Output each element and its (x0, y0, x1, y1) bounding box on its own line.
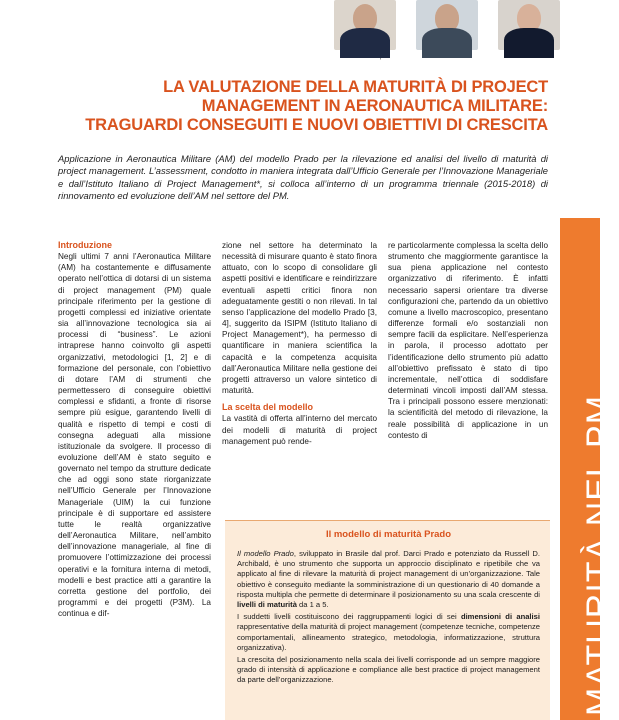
title-line: TRAGUARDI CONSEGUITI E NUOVI OBIETTIVI DI CRESCITA (85, 116, 548, 134)
prado-model-box (225, 520, 550, 720)
body-text: re particolarmente complessa la scelta dello strumento che maggiormente garantisce la sua piena applicazione nel contesto organizzativo di riferimento. È infatti necessario sapersi orientare tra diverse configurazioni che, partendo da un obiettivo comune a livello macroscopico, presentano differenze formali e/o sostanziali non sempre facili da esplicitare. Nell’esperienza in parola, il processo adottato per l’identificazione dello strumento più adatto all’obiettivo prefissato è stato di tipo incrementale, nell’ottica di soddisfare determinati vincoli imposti dall’AM stessa. Tra i principali possono essere menzionati: la scientificità del metodo di rilevazione, la reale possibilità di applicazione in un contesto di (388, 241, 548, 440)
bold-text: livelli di maturità (237, 600, 297, 610)
article-abstract: Applicazione in Aeronautica Militare (AM) del modello Prado per la rilevazione ed analisi del livello di maturità di project management. L’assessment, condotto in maniera integrata dall’Ufficio Generale per l’Innovazione Manageriale e dall’Istituto Italiano di Project Management*, si colloca all’interno di un programma triennale (2015-2018) di rinnovamento ed evoluzione dell’AM nel settore del PM. (58, 153, 548, 202)
section-heading: Introduzione (58, 240, 112, 250)
box-title: Il modello di maturità Prado (325, 529, 452, 540)
author-card (412, 0, 482, 60)
box-text: I suddetti livelli costituiscono dei raggruppamenti logici di sei (237, 612, 461, 622)
text-column-1 (58, 240, 211, 619)
author-card (330, 0, 400, 60)
author-card (494, 0, 564, 60)
box-paragraph: La crescita del posizionamento nella scala dei livelli corrisponde ad un sempre maggiore grado di intensità di applicazione e compliance alle best practice di project management da parte dell’organizzazione. (237, 655, 540, 685)
author-strip (330, 0, 570, 62)
text-column-2 (222, 240, 377, 447)
text-column-3 (388, 240, 548, 441)
body-text: La vastità di offerta all’interno del mercato dei modelli di maturità di project management può rende- (222, 414, 377, 446)
box-text: , sviluppato in Brasile dal prof. Darci Prado e potenziato da Russell D. Archibald, è uno strumento che supporta un approccio disciplinato e ripetibile che va applicato al fine di rilevare la maturità di project management di un’organizzazione. Tale obiettivo è conseguito mediante la somministrazione di un questionario di 40 domande a risposta multipla che permette di determinare il posizionamento su una scala crescente di (237, 549, 540, 599)
title-line: MANAGEMENT IN AERONAUTICA MILITARE: (201, 97, 548, 115)
section-banner-text: MATURITÀ NEL PM (580, 394, 618, 716)
author-portrait-icon (416, 0, 478, 50)
section-side-band (560, 218, 618, 720)
article-title (60, 78, 548, 135)
bold-text: dimensioni di analisi (460, 612, 540, 622)
author-portrait-icon (334, 0, 396, 50)
box-text: rappresentative della maturità di project management (competenze tecniche, competenze comportamentali, allineamento strategico, metodologia, informatizzazione, struttura organizzativa). (237, 622, 540, 652)
section-heading: La scelta del modello (222, 402, 314, 413)
title-line: LA VALUTAZIONE DELLA MATURITÀ DI PROJECT (163, 78, 548, 96)
box-paragraph (237, 549, 540, 610)
body-text: Negli ultimi 7 anni l’Aeronautica Militare (AM) ha costantemente e diffusamente operato nell’ottica di dotarsi di un sistema di project management (PM) quale principale riferimento per la gestione di progetti complessi ed iniziative orientate sia all’innovazione tecnologica sia ai processi di “business”. Le azioni intraprese hanno coinvolto gli aspetti organizzativi, metodologici [1, 2] e di formazione del personale, con l’obiettivo di dotare l’AM di strumenti che permettessero di conseguire obiettivi complessi e sfidanti, a fronte di risorse sempre più esigue, garantendo livelli di qualità e rispetto di tempi e costi di consegna adeguati alla missione istituzionale da svolgere. Il processo di evoluzione dell’AM è stato seguito e governato nel tempo da strutture dedicate che ad oggi sono state riorganizzate nell’Ufficio Generale per l’Innovazione Manageriale (UIM) la cui funzione principale è di supportare ed assistere tutte le realtà organizzative dell’Aeronautica Militare, nell’ambito dell’innovazione manageriale, al fine di promuovere l’ottimizzazione dei processi operativi e la fornitura interna di metodi, modelli e best practice atti a garantire la corretta gestione del portfolio, dei programmi e dei progetti (P3M). La continua e dif- (58, 252, 211, 619)
box-paragraph (237, 612, 540, 653)
body-text: zione nel settore ha determinato la necessità di misurare quanto è stato finora attuato, con lo scopo di consolidare gli aspetti positivi e identificare e reindirizzare eventuali aspetti critici finora non adeguatamente gestiti o non rilevati. In tal senso l’applicazione del modello Prado [3, 4], suggerito da ISIPM (Istituto Italiano di Project Management*), ha permesso di quantificare in maniera scientifica la capacità e la competenza acquisita dall’Aeronautica Militare nella gestione dei progetti attraverso un valore sintetico di maturità. (222, 241, 377, 396)
emphasis-text: Il modello Prado (237, 549, 294, 558)
box-text: da 1 a 5. (296, 600, 329, 610)
author-portrait-icon (498, 0, 560, 50)
